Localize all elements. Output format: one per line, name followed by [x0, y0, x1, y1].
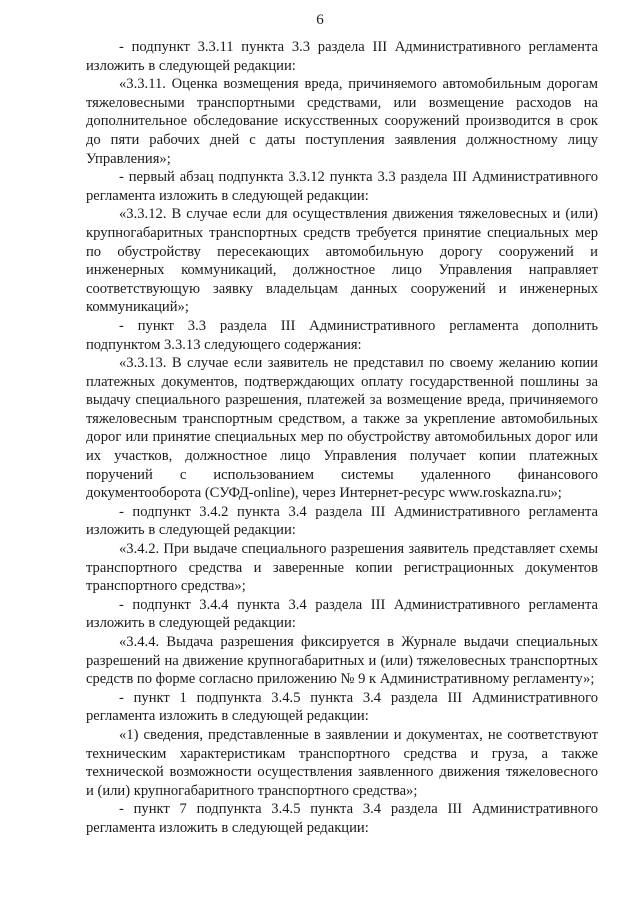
paragraph: - подпункт 3.4.2 пункта 3.4 раздела III Административного регламента изложить в следующей редакции:: [86, 503, 598, 539]
paragraph: «1) сведения, представленные в заявлении и документах, не соответствуют техническим характеристикам транспортного средства и груза, а также технической возможности осуществления заявленного движения тяжеловесного и (или) крупногабаритного транспортного средства»;: [86, 726, 598, 799]
paragraph: «3.3.11. Оценка возмещения вреда, причиняемого автомобильным дорогам тяжеловесными транспортными средствами, или возмещение расходов на дополнительное обследование искусственных сооружений производится в срок до пяти рабочих дней с даты поступления заявления должностному лицу Управления»;: [86, 76, 598, 167]
paragraph: «3.4.4. Выдача разрешения фиксируется в Журнале выдачи специальных разрешений на движение крупногабаритных и (или) тяжеловесных транспортных средств по форме согласно приложению № 9 к Административному регламенту»;: [86, 634, 598, 688]
paragraph: - подпункт 3.3.11 пункта 3.3 раздела III Административного регламента изложить в следующей редакции:: [86, 39, 598, 74]
paragraph: - первый абзац подпункта 3.3.12 пункта 3.3 раздела III Административного регламента изложить в следующей редакции:: [86, 169, 598, 204]
paragraph: «3.3.13. В случае если заявитель не представил по своему желанию копии платежных документов, подтверждающих оплату государственной пошлины за выдачу специального разрешения, платежей за возмещение вреда, причиняемого тяжеловесным транспортным средством, а также за укрепление автомобильных дорог или принятие специальных мер по обустройству автомобильных дорог или их участков, должностное лицо Управления получает копии платежных поручений с использованием системы удаленного финансового документооборота (СУФД-online), через Интернет-ресурс www.roskazna.ru»;: [86, 355, 598, 502]
page-number: 6: [316, 12, 324, 28]
paragraph: - пункт 1 подпункта 3.4.5 пункта 3.4 раздела III Административного регламента изложить в следующей редакции:: [86, 689, 598, 725]
paragraph: - подпункт 3.4.4 пункта 3.4 раздела III Административного регламента изложить в следующей редакции:: [86, 596, 598, 632]
paragraph: «3.3.12. В случае если для осуществления движения тяжеловесных и (или) крупногабаритных транспортных средств требуется принятие специальных мер по обустройству пересекающих автомобильную дорогу сооружений и инженерных коммуникаций, должностное лицо Управления направляет соответствующую заявку владельцам данных сооружений и инженерных коммуникаций»;: [86, 206, 598, 316]
paragraph: «3.4.2. При выдаче специального разрешения заявитель представляет схемы транспортного средства и заверенные копии регистрационных документов транспортного средства»;: [86, 541, 598, 595]
document-body: [86, 38, 598, 838]
paragraph: - пункт 3.3 раздела III Административного регламента дополнить подпунктом 3.3.13 следующего содержания:: [86, 317, 598, 353]
paragraph: - пункт 7 подпункта 3.4.5 пункта 3.4 раздела III Административного регламента изложить в следующей редакции:: [86, 801, 598, 836]
